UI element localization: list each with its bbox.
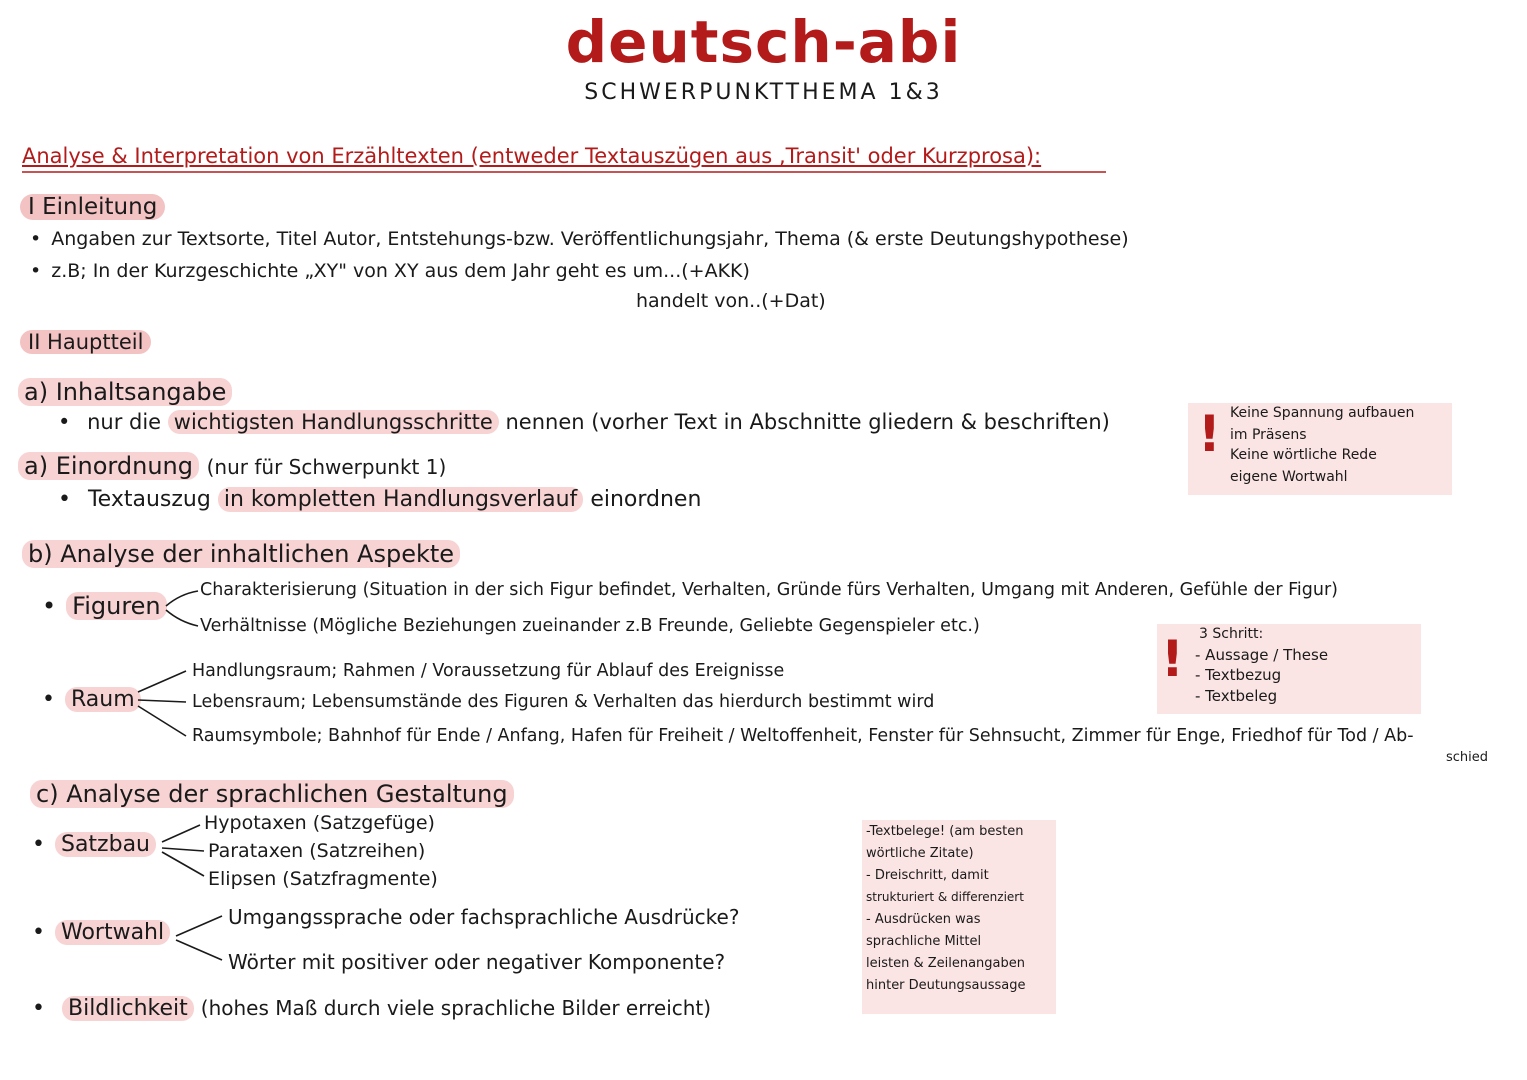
sprachlich-heading: c) Analyse der sprachlichen Gestaltung — [30, 780, 514, 808]
wortwahl-item-2: Wörter mit positiver oder negativer Komponente? — [228, 950, 726, 974]
wortwahl-item-1: Umgangssprache oder fachsprachliche Ausdrücke? — [228, 905, 740, 929]
note-1-line-2: im Präsens — [1230, 427, 1307, 443]
page-subtitle: SCHWERPUNKTTHEMA 1&3 — [584, 80, 943, 105]
einordnung-suffix: einordnen — [590, 487, 702, 512]
inhaltsangabe-heading: a) Inhaltsangabe — [18, 378, 232, 406]
note-2-line-2: - Aussage / These — [1195, 646, 1329, 664]
wortwahl-label: Wortwahl — [55, 920, 170, 945]
raum-item-1: Handlungsraum; Rahmen / Voraussetzung für Ablauf des Ereignisse — [192, 661, 785, 681]
satzbau-label: Satzbau — [55, 832, 156, 857]
note-3-line-4: strukturiert & differenziert — [866, 890, 1024, 904]
figuren-connector-1 — [166, 591, 198, 606]
note-1-line-4: eigene Wortwahl — [1230, 469, 1348, 485]
hauptteil-heading: II Hauptteil — [20, 330, 151, 354]
note-3-line-6: sprachliche Mittel — [866, 934, 982, 949]
inhaltlich-heading: b) Analyse der inhaltlichen Aspekte — [22, 540, 460, 568]
figuren-connector-2 — [166, 610, 198, 626]
einordnung-highlight: in kompletten Handlungsverlauf — [218, 487, 583, 512]
raum-connector-1 — [138, 671, 186, 692]
note-1-exclamation: ! — [1198, 405, 1221, 463]
figuren-label: Figuren — [66, 592, 167, 620]
satzbau-connector-3 — [162, 852, 204, 876]
note-2-line-3: - Textbezug — [1195, 666, 1282, 684]
satzbau-connector-1 — [162, 825, 200, 842]
einleitung-bullet-2-text: z.B; In der Kurzgeschichte „XY" von XY aus dem Jahr geht es um...(+AKK) — [51, 260, 750, 282]
note-2-line-1: 3 Schritt: — [1199, 626, 1264, 642]
bildlichkeit-label: Bildlichkeit — [62, 996, 194, 1021]
note-1-line-1: Keine Spannung aufbauen — [1230, 405, 1415, 421]
page-title: deutsch-abi — [565, 8, 962, 76]
raum-item-2: Lebensraum; Lebensumstände des Figuren & Verhalten das hierdurch bestimmt wird — [192, 692, 935, 712]
einordnung-heading: a) Einordnung — [18, 452, 199, 480]
raum-connector-2 — [138, 700, 186, 702]
einleitung-bullet-1-text: Angaben zur Textsorte, Titel Autor, Entstehungs-bzw. Veröffentlichungsjahr, Thema (& erste Deutungshypothese) — [51, 228, 1129, 250]
figuren-item-1: Charakterisierung (Situation in der sich Figur befindet, Verhalten, Gründe fürs Verhalten, Umgang mit Anderen, Gefühle der Figur) — [200, 580, 1338, 600]
raum-item-3-cont: schied — [1446, 750, 1489, 765]
raum-item-3: Raumsymbole; Bahnhof für Ende / Anfang, Hafen für Freiheit / Weltoffenheit, Fenster für Sehnsucht, Zimmer für Enge, Friedhof für Tod / Ab- — [192, 726, 1414, 746]
note-box-3 — [862, 820, 1056, 1014]
note-1-line-3: Keine wörtliche Rede — [1230, 447, 1377, 463]
note-3-line-1: -Textbelege! (am besten — [866, 824, 1024, 839]
raum-label: Raum — [65, 687, 141, 712]
bildlichkeit-text: (hohes Maß durch viele sprachliche Bilder erreicht) — [200, 996, 712, 1020]
einleitung-heading: I Einleitung — [20, 194, 165, 220]
satzbau-item-3: Elipsen (Satzfragmente) — [208, 868, 438, 890]
einordnung-note: (nur für Schwerpunkt 1) — [206, 455, 447, 479]
einleitung-bullet-2-alt: handelt von..(+Dat) — [636, 290, 826, 312]
note-box-1 — [1188, 403, 1452, 495]
note-3-line-2: wörtliche Zitate) — [866, 846, 974, 861]
note-box-2 — [1157, 624, 1421, 714]
satzbau-item-1: Hypotaxen (Satzgefüge) — [204, 812, 435, 834]
einordnung-prefix: Textauszug — [87, 487, 211, 512]
inhaltsangabe-highlight: wichtigsten Handlungsschritte — [168, 410, 499, 434]
topic-heading: Analyse & Interpretation von Erzähltexten (entweder Textauszügen aus ‚Transit' oder Kurzprosa): — [22, 144, 1042, 168]
inhaltsangabe-suffix: nennen (vorher Text in Abschnitte gliedern & beschriften) — [505, 410, 1110, 434]
inhaltsangabe-prefix: nur die — [87, 410, 162, 434]
note-3-line-8: hinter Deutungsaussage — [866, 978, 1026, 993]
note-2-line-4: - Textbeleg — [1195, 687, 1278, 705]
satzbau-connector-2 — [162, 848, 204, 851]
raum-connector-3 — [138, 706, 186, 736]
note-3-line-7: leisten & Zeilenangaben — [866, 956, 1026, 971]
wortwahl-connector-1 — [176, 916, 222, 936]
satzbau-item-2: Parataxen (Satzreihen) — [208, 840, 426, 862]
wortwahl-connector-2 — [176, 940, 222, 960]
note-3-line-5: - Ausdrücken was — [866, 912, 981, 927]
note-2-exclamation: ! — [1161, 630, 1184, 688]
note-3-line-3: - Dreischritt, damit — [866, 868, 989, 883]
figuren-item-2: Verhältnisse (Mögliche Beziehungen zueinander z.B Freunde, Geliebte Gegenspieler etc.) — [200, 616, 980, 636]
